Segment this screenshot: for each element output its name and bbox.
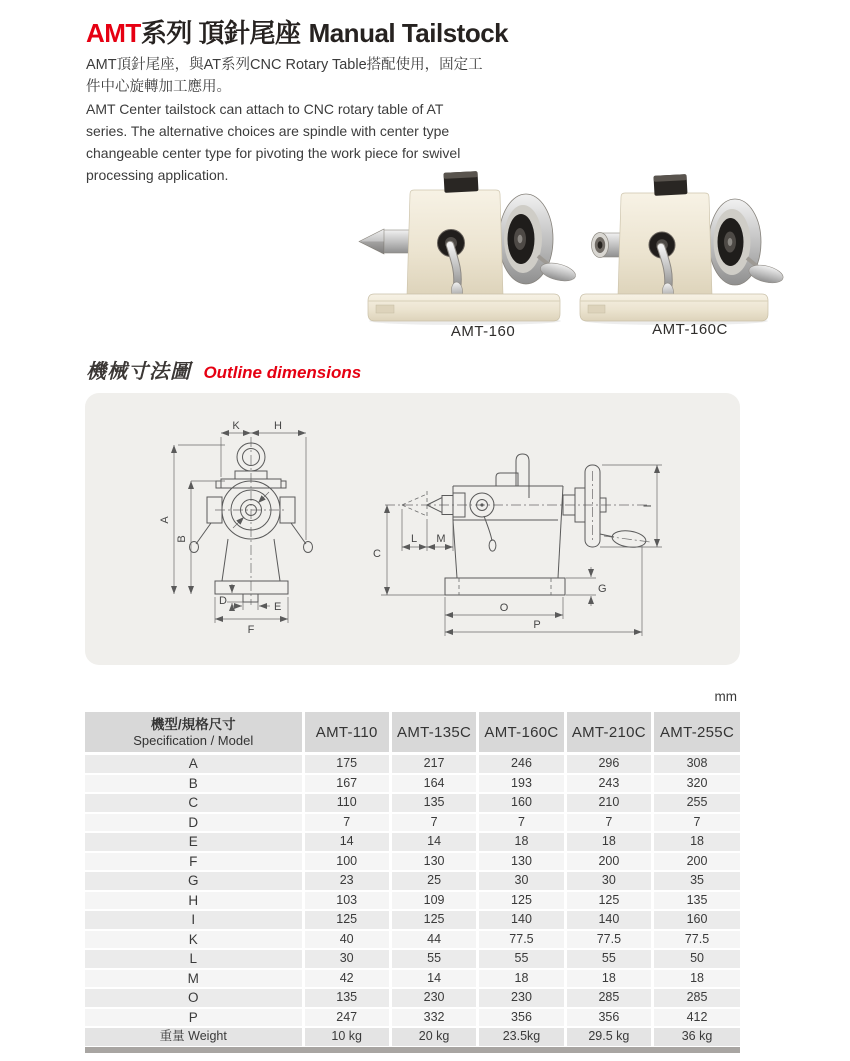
intro-chinese — [86, 54, 483, 98]
table-row — [85, 910, 740, 930]
cell-value: 77.5 — [478, 930, 565, 950]
cell-value: 7 — [390, 813, 477, 833]
cell-value: 125 — [390, 910, 477, 930]
outline-dimensions-panel — [85, 393, 740, 665]
row-label: B — [85, 774, 303, 794]
cell-value: 7 — [303, 813, 390, 833]
cell-value: 14 — [390, 832, 477, 852]
row-label: I — [85, 910, 303, 930]
dim-label-O: O — [499, 602, 509, 614]
cell-value: 7 — [478, 813, 565, 833]
spec-header-zh: 機型/規格尺寸 — [150, 717, 236, 732]
spec-table-header-row — [85, 712, 740, 754]
table-row — [85, 871, 740, 891]
cell-value: 217 — [390, 754, 477, 774]
intro-en-line: changeable center type for pivoting the work piece for swivel — [86, 145, 461, 161]
dim-label-G: G — [598, 583, 607, 595]
cell-value: 18 — [653, 969, 740, 989]
cell-value: 130 — [478, 852, 565, 872]
cell-value: 18 — [565, 969, 652, 989]
cell-value: 77.5 — [565, 930, 652, 950]
row-label: K — [85, 930, 303, 950]
cell-value: 255 — [653, 793, 740, 813]
table-row — [85, 891, 740, 911]
table-row — [85, 949, 740, 969]
outline-dimensions-drawing — [85, 393, 740, 665]
product-caption-amt-160c: AMT-160C — [652, 321, 728, 338]
model-header: AMT-255C — [653, 712, 740, 754]
cell-value: 25 — [390, 871, 477, 891]
cell-value: 23.5kg — [478, 1027, 565, 1047]
cell-value: 356 — [478, 1008, 565, 1028]
cell-value: 14 — [390, 969, 477, 989]
model-header: AMT-135C — [390, 712, 477, 754]
intro-en-line: AMT Center tailstock can attach to CNC rotary table of AT — [86, 101, 444, 117]
spec-header-en: Specification / Model — [133, 733, 254, 748]
cell-value: 160 — [478, 793, 565, 813]
cell-value: 140 — [478, 910, 565, 930]
title-zh: 系列 頂針尾座 — [140, 18, 301, 48]
cell-value: 18 — [653, 832, 740, 852]
table-row — [85, 852, 740, 872]
cell-value: 23 — [303, 871, 390, 891]
cell-value: 77.5 — [653, 930, 740, 950]
cell-value: 167 — [303, 774, 390, 794]
page-title — [86, 13, 508, 50]
model-header: AMT-160C — [478, 712, 565, 754]
cell-value: 285 — [565, 988, 652, 1008]
intro-en-line: processing application. — [86, 167, 229, 183]
cell-value: 285 — [653, 988, 740, 1008]
model-header: AMT-110 — [303, 712, 390, 754]
row-label: M — [85, 969, 303, 989]
section-heading — [86, 355, 361, 384]
row-label: E — [85, 832, 303, 852]
table-row — [85, 1008, 740, 1028]
table-row — [85, 793, 740, 813]
product-caption-amt-160: AMT-160 — [450, 323, 516, 340]
dim-label-K: K — [232, 420, 240, 432]
cell-value: 332 — [390, 1008, 477, 1028]
cell-value: 320 — [653, 774, 740, 794]
base — [580, 294, 768, 321]
table-row — [85, 969, 740, 989]
cell-value: 125 — [565, 891, 652, 911]
product-photo-amt-160 — [352, 148, 584, 326]
cell-value: 109 — [390, 891, 477, 911]
cell-value: 10 kg — [303, 1027, 390, 1047]
section-heading-zh: 機械寸法圖 — [86, 361, 191, 383]
cell-value: 164 — [390, 774, 477, 794]
cell-value: 36 kg — [653, 1027, 740, 1047]
cell-value: 243 — [565, 774, 652, 794]
cell-value: 29.5 kg — [565, 1027, 652, 1047]
cell-value: 18 — [478, 969, 565, 989]
spec-header-cell — [85, 712, 303, 754]
intro-zh-line: AMT頂針尾座，與AT系列CNC Rotary Table搭配使用，固定工 — [86, 57, 483, 73]
row-label: L — [85, 949, 303, 969]
row-label: D — [85, 813, 303, 833]
table-row — [85, 988, 740, 1008]
title-en: Manual Tailstock — [308, 18, 509, 48]
row-label: C — [85, 793, 303, 813]
cell-value: 30 — [565, 871, 652, 891]
table-row — [85, 774, 740, 794]
cell-value: 135 — [303, 988, 390, 1008]
cell-value: 125 — [478, 891, 565, 911]
cell-value: 100 — [303, 852, 390, 872]
cell-value: 44 — [390, 930, 477, 950]
title-brand: AMT — [86, 18, 141, 48]
cell-value: 210 — [565, 793, 652, 813]
cell-value: 230 — [390, 988, 477, 1008]
cell-value: 193 — [478, 774, 565, 794]
top-clamp-block — [443, 171, 478, 193]
dim-label-M: M — [436, 533, 446, 545]
cell-value: 356 — [565, 1008, 652, 1028]
row-label: 重量 Weight — [85, 1027, 303, 1047]
cell-value: 246 — [478, 754, 565, 774]
cell-value: 35 — [653, 871, 740, 891]
cell-value: 200 — [653, 852, 740, 872]
unit-label: mm — [714, 689, 737, 704]
cell-value: 130 — [390, 852, 477, 872]
dim-label-E: E — [274, 601, 282, 613]
cell-value: 247 — [303, 1008, 390, 1028]
cell-value: 110 — [303, 793, 390, 813]
cell-value: 50 — [653, 949, 740, 969]
cell-value: 140 — [565, 910, 652, 930]
cell-value: 135 — [653, 891, 740, 911]
cell-value: 7 — [565, 813, 652, 833]
cell-value: 296 — [565, 754, 652, 774]
handwheel — [709, 199, 785, 286]
cell-value: 30 — [478, 871, 565, 891]
model-header: AMT-210C — [565, 712, 652, 754]
cell-value: 55 — [478, 949, 565, 969]
dim-label-L: L — [410, 533, 418, 545]
cell-value: 412 — [653, 1008, 740, 1028]
cell-value: 42 — [303, 969, 390, 989]
section-heading-en: Outline dimensions — [203, 363, 362, 382]
row-label: P — [85, 1008, 303, 1028]
cell-value: 55 — [565, 949, 652, 969]
cell-value: 160 — [653, 910, 740, 930]
row-label: F — [85, 852, 303, 872]
cell-value: 135 — [390, 793, 477, 813]
dim-label-C: C — [373, 548, 381, 560]
dim-label-P: P — [533, 619, 541, 631]
cell-value: 7 — [653, 813, 740, 833]
table-row — [85, 930, 740, 950]
product-photo-amt-160c — [566, 154, 791, 326]
table-bottom-shadow — [85, 1047, 740, 1053]
base — [368, 294, 560, 321]
dim-label-H: H — [274, 420, 282, 432]
cell-value: 103 — [303, 891, 390, 911]
intro-zh-line: 件中心旋轉加工應用。 — [86, 79, 231, 95]
cell-value: 200 — [565, 852, 652, 872]
dim-label-F: F — [247, 624, 255, 636]
cell-value: 55 — [390, 949, 477, 969]
cell-value: 18 — [478, 832, 565, 852]
dim-label-B: B — [176, 535, 188, 543]
side-view — [373, 454, 662, 636]
cell-value: 20 kg — [390, 1027, 477, 1047]
table-row — [85, 832, 740, 852]
row-label: H — [85, 891, 303, 911]
dim-label-I: I — [642, 504, 654, 508]
front-view — [159, 420, 313, 636]
spec-table — [85, 712, 740, 1048]
row-label: G — [85, 871, 303, 891]
dim-label-D: D — [219, 595, 227, 607]
row-label: A — [85, 754, 303, 774]
spec-table-body — [85, 754, 740, 1047]
cell-value: 308 — [653, 754, 740, 774]
top-clamp-block — [653, 174, 687, 196]
table-row — [85, 754, 740, 774]
cell-value: 14 — [303, 832, 390, 852]
dim-label-A: A — [159, 516, 171, 524]
table-row — [85, 813, 740, 833]
cell-value: 18 — [565, 832, 652, 852]
row-label: O — [85, 988, 303, 1008]
cell-value: 125 — [303, 910, 390, 930]
intro-en-line: series. The alternative choices are spindle with center type — [86, 123, 450, 139]
weight-row — [85, 1027, 740, 1047]
cell-value: 230 — [478, 988, 565, 1008]
cell-value: 40 — [303, 930, 390, 950]
cell-value: 30 — [303, 949, 390, 969]
cell-value: 175 — [303, 754, 390, 774]
